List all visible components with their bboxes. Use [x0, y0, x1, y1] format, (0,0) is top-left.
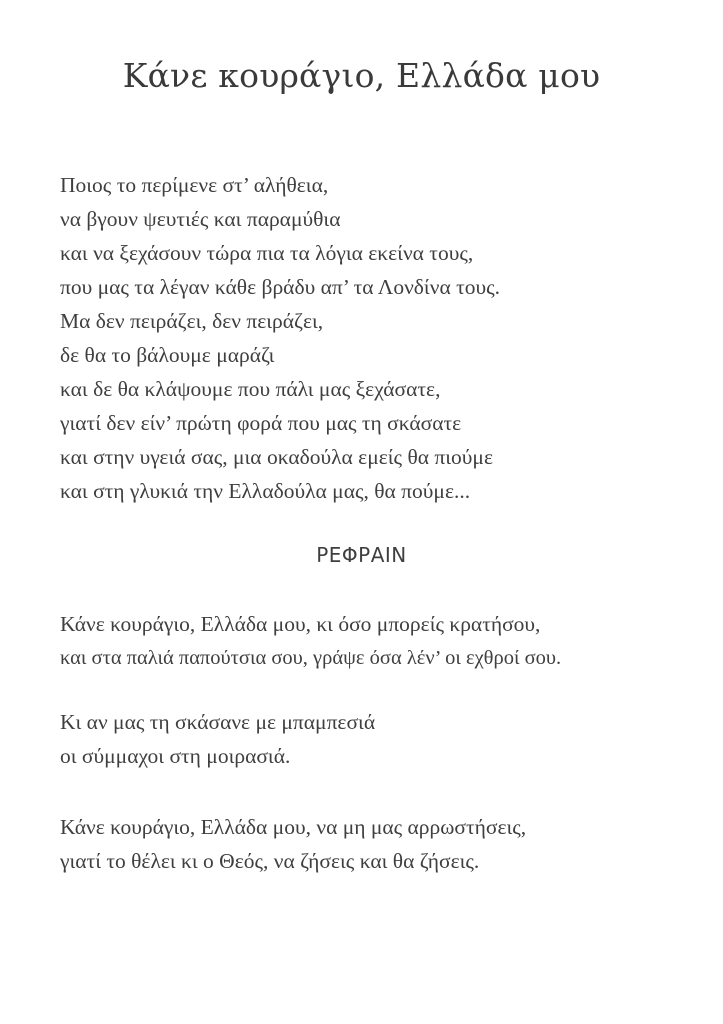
verse-line: και δε θα κλάψουμε που πάλι μας ξεχάσατε,: [60, 377, 441, 401]
verse-line: και στη γλυκιά την Ελλαδούλα μας, θα πούμε...: [60, 479, 471, 503]
verse-line: Ποιος το περίμενε στ’ αλήθεια,: [60, 173, 329, 197]
verse-line: Μα δεν πειράζει, δεν πειράζει,: [60, 309, 324, 333]
verse-block: [60, 168, 700, 508]
chorus-line: γιατί το θέλει κι ο Θεός, να ζήσεις και θα ζήσεις.: [60, 849, 480, 873]
chorus-line: και στα παλιά παπούτσια σου, γράψε όσα λέν’ οι εχθροί σου.: [60, 647, 562, 669]
verse-line: και στην υγειά σας, μια οκαδούλα εμείς θα πιούμε: [60, 445, 493, 469]
chorus-block-1: [60, 607, 700, 675]
chorus-block-3: [60, 810, 700, 878]
chorus-line: Κάνε κουράγιο, Ελλάδα μου, να μη μας αρρωστήσεις,: [60, 815, 527, 839]
chorus-line: Κάνε κουράγιο, Ελλάδα μου, κι όσο μπορείς κρατήσου,: [60, 612, 541, 636]
verse-line: δε θα το βάλουμε μαράζι: [60, 343, 275, 367]
refrain-heading: ΡΕΦΡΑΙΝ: [316, 543, 407, 567]
chorus-line: Κι αν μας τη σκάσανε με μπαμπεσιά: [60, 710, 376, 734]
chorus-line: οι σύμμαχοι στη μοιρασιά.: [60, 744, 291, 768]
verse-line: να βγουν ψευτιές και παραμύθια: [60, 207, 341, 231]
verse-line: που μας τα λέγαν κάθε βράδυ απ’ τα Λονδίνα τους.: [60, 275, 501, 299]
chorus-block-2: [60, 705, 700, 773]
song-title: Κάνε κουράγιο, Ελλάδα μου: [122, 56, 601, 95]
verse-line: γιατί δεν είν’ πρώτη φορά που μας τη σκάσατε: [60, 411, 462, 435]
verse-line: και να ξεχάσουν τώρα πια τα λόγια εκείνα τους,: [60, 241, 474, 265]
